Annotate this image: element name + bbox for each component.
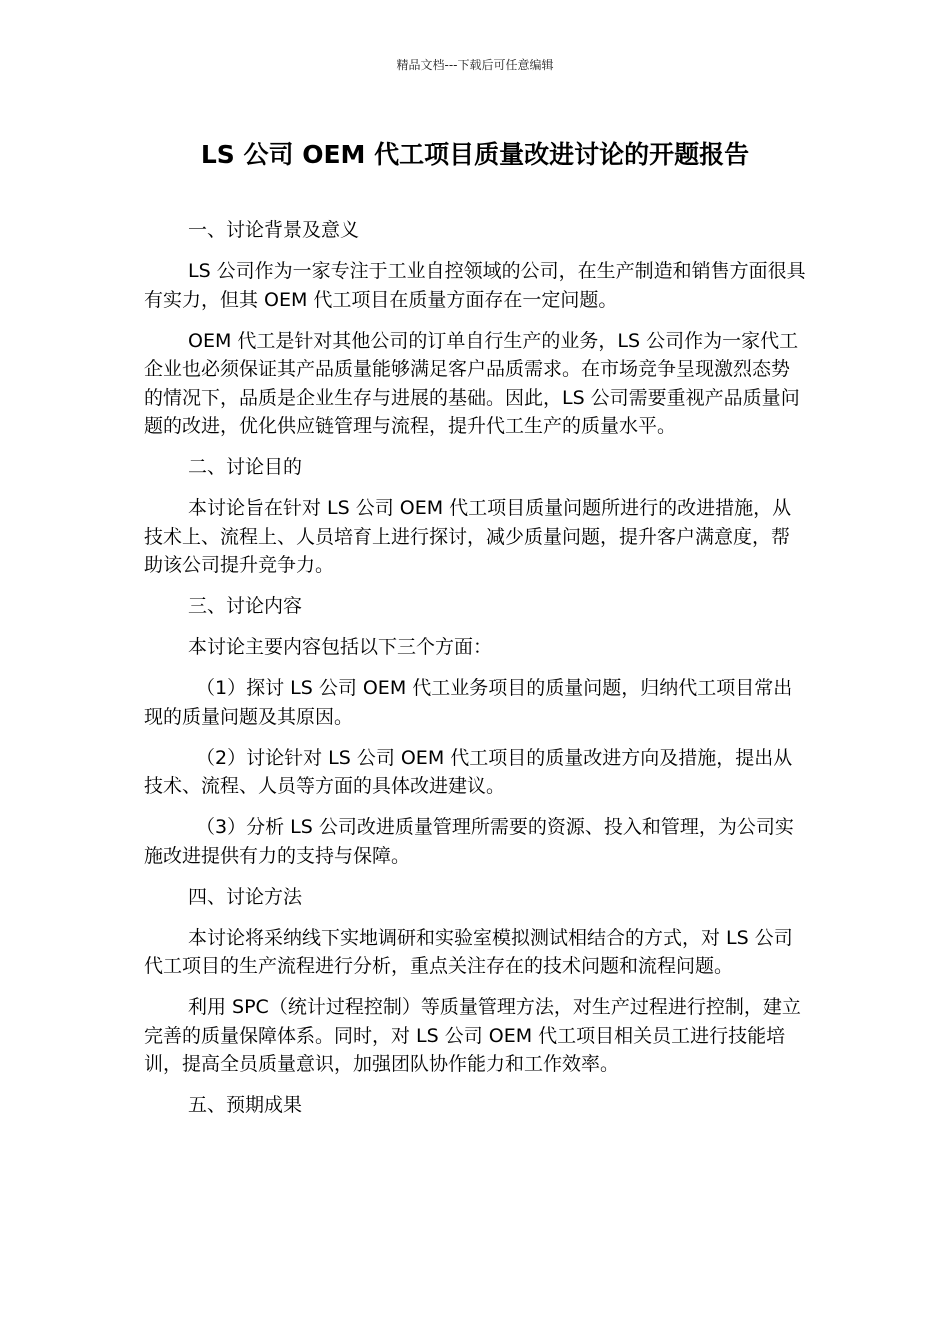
- document-title: LS 公司 OEM 代工项目质量改进讨论的开题报告: [200, 140, 750, 169]
- paragraph-background-1: LS 公司作为一家专注于工业自控领域的公司，在生产制造和销售方面很具有实力，但其 OEM 代工项目在质量方面存在一定问题。: [144, 260, 806, 311]
- section-heading-background: 一、讨论背景及意义: [188, 219, 360, 241]
- document-body: [144, 216, 808, 1132]
- paragraph-background-2: OEM 代工是针对其他公司的订单自行生产的业务，LS 公司作为一家代工企业也必须保证其产品质量能够满足客户品质需求。在市场竞争呈现激烈态势的情况下，品质是企业生存与进展的基础。因此，LS 公司需要重视产品质量问题的改进，优化供应链管理与流程，提升代工生产的质量水平。: [144, 329, 800, 437]
- header-note: 精品文档---下载后可任意编辑: [396, 58, 554, 72]
- paragraph-method-1: 本讨论将采纳线下实地调研和实验室模拟测试相结合的方式，对 LS 公司代工项目的生产流程进行分析，重点关注存在的技术问题和流程问题。: [144, 926, 793, 977]
- paragraph-content-intro: 本讨论主要内容包括以下三个方面：: [188, 636, 493, 658]
- content-item-1: （1）探讨 LS 公司 OEM 代工业务项目的质量问题，归纳代工项目常出现的质量问题及其原因。: [144, 677, 793, 728]
- section-heading-outcomes: 五、预期成果: [188, 1094, 303, 1116]
- paragraph-method-2: 利用 SPC（统计过程控制）等质量管理方法，对生产过程进行控制，建立完善的质量保障体系。同时，对 LS 公司 OEM 代工项目相关员工进行技能培训，提高全员质量意识，加强团队协作能力和工作效率。: [144, 996, 801, 1075]
- content-item-2: （2）讨论针对 LS 公司 OEM 代工项目的质量改进方向及措施，提出从技术、流程、人员等方面的具体改进建议。: [144, 746, 793, 797]
- content-item-3: （3）分析 LS 公司改进质量管理所需要的资源、投入和管理，为公司实施改进提供有力的支持与保障。: [144, 816, 794, 867]
- section-heading-content: 三、讨论内容: [188, 595, 303, 617]
- section-heading-method: 四、讨论方法: [188, 885, 303, 908]
- paragraph-purpose: 本讨论旨在针对 LS 公司 OEM 代工项目质量问题所进行的改进措施，从技术上、流程上、人员培育上进行探讨，减少质量问题，提升客户满意度，帮助该公司提升竞争力。: [144, 497, 792, 576]
- section-heading-purpose: 二、讨论目的: [188, 456, 303, 478]
